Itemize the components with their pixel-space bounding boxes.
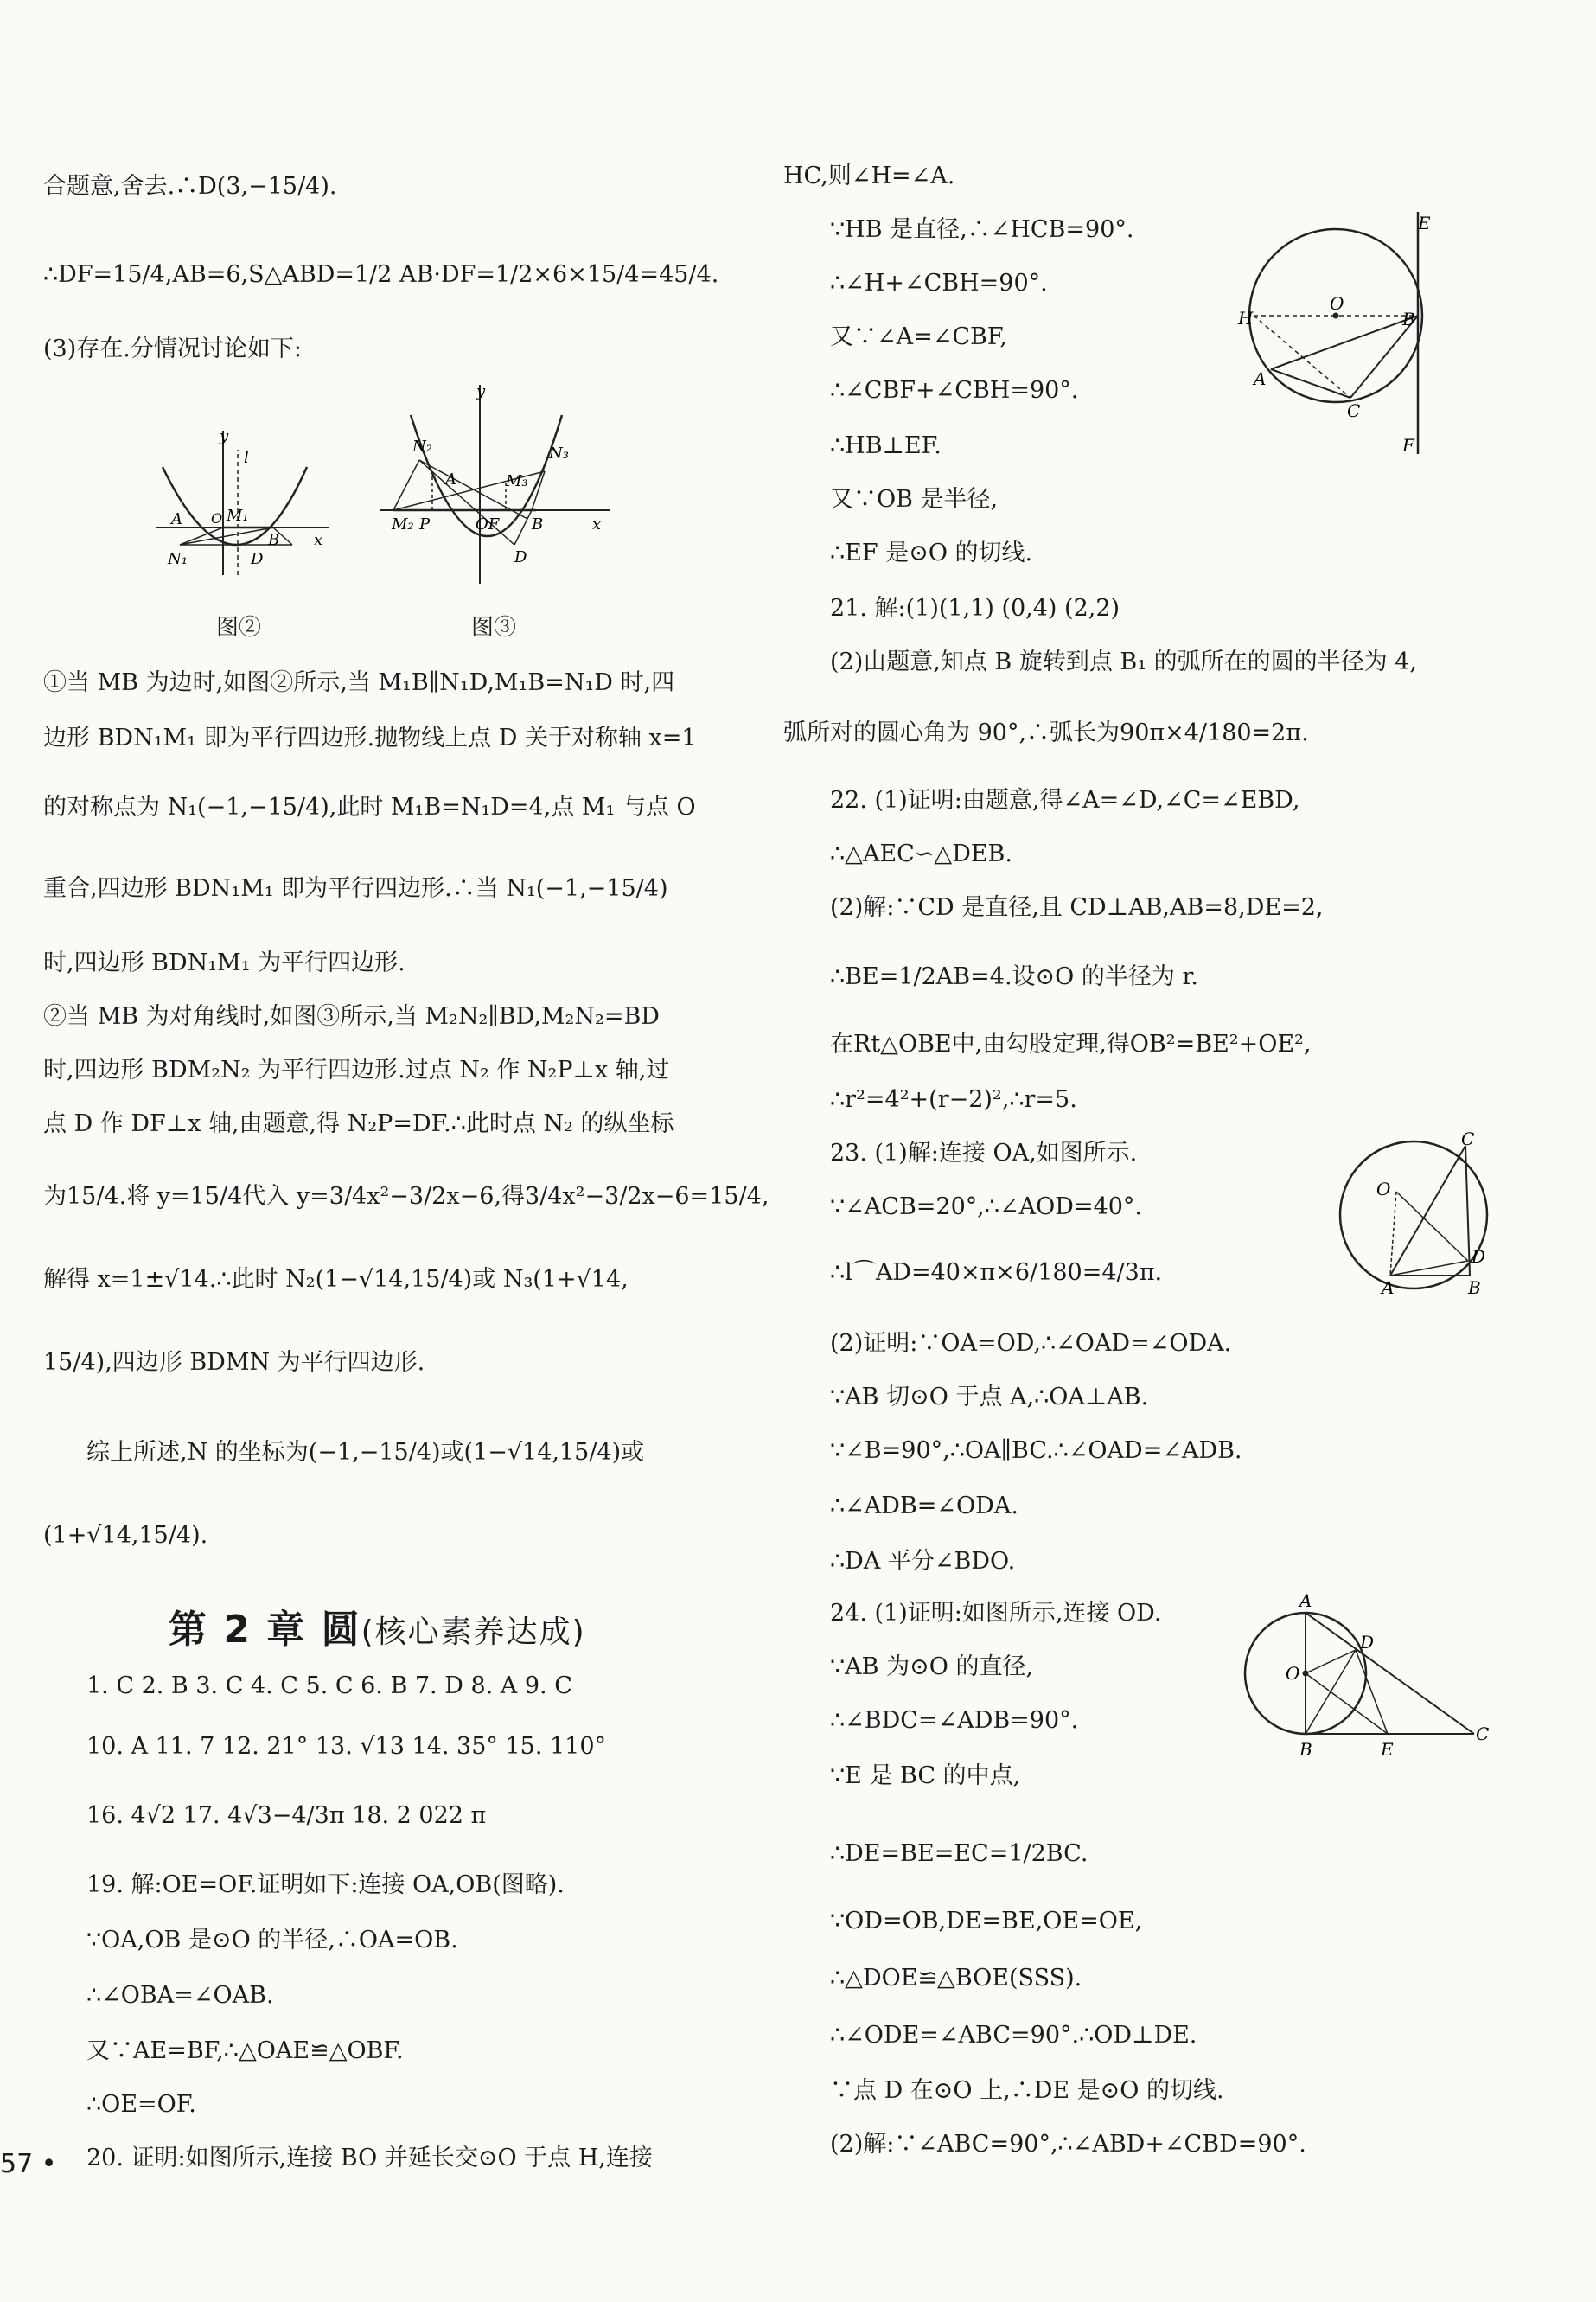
text-line: ∴∠ODE=∠ABC=90°.∴OD⊥DE. — [830, 2022, 1197, 2049]
answers-line: 20. 证明:如图所示,连接 BO 并延长交⊙O 于点 H,连接 — [86, 2145, 653, 2171]
chapter-heading — [169, 1598, 586, 1653]
label: N₂ — [412, 438, 432, 456]
label: O — [211, 510, 223, 527]
text-line: (3)存在.分情况讨论如下: — [43, 336, 302, 362]
answers-line: 又∵AE=BF,∴△OAE≌△OBF. — [86, 2037, 404, 2064]
answers-line: 16. 4√2 17. 4√3−4/3π 18. 2 022 π — [86, 1802, 487, 1829]
text-line: 又∵OB 是半径, — [830, 486, 999, 513]
text-line: ∴HB⊥EF. — [830, 432, 942, 459]
text-line: 24. (1)证明:如图所示,连接 OD. — [830, 1600, 1162, 1627]
text-line: (2)证明:∵OA=OD,∴∠OAD=∠ODA. — [830, 1330, 1232, 1357]
label: H — [1238, 308, 1254, 329]
label: C — [1461, 1129, 1475, 1149]
label: N₃ — [549, 444, 569, 463]
label: D — [1360, 1632, 1375, 1653]
label: A — [445, 470, 456, 489]
answers-line: 19. 解:OE=OF.证明如下:连接 OA,OB(图略). — [86, 1871, 565, 1898]
label: E — [1381, 1739, 1394, 1760]
label: P — [419, 515, 431, 534]
text-line: ∴∠BDC=∠ADB=90°. — [830, 1707, 1079, 1734]
text-line: 在Rt△OBE中,由勾股定理,得OB²=BE²+OE², — [830, 1031, 1312, 1058]
text-line: 22. (1)证明:由题意,得∠A=∠D,∠C=∠EBD, — [830, 787, 1300, 814]
text-line: ∵E 是 BC 的中点, — [830, 1762, 1021, 1789]
text-line: ∴DF=15/4,AB=6,S△ABD=1/2 AB·DF=1/2×6×15/4=45/4. — [43, 261, 719, 288]
text-line: ∴∠H+∠CBH=90°. — [830, 270, 1048, 297]
text-line: 综上所述,N 的坐标为(−1,−15/4)或(1−√14,15/4)或 — [86, 1439, 645, 1466]
figure-3-parabola — [376, 380, 618, 591]
label: N₁ — [168, 550, 188, 568]
label: B — [1468, 1277, 1481, 1298]
answers-line: 1. C 2. B 3. C 4. C 5. C 6. B 7. D 8. A 9. C — [86, 1672, 572, 1699]
text-line: 时,四边形 BDN₁M₁ 为平行四边形. — [43, 950, 405, 976]
label: O — [1286, 1663, 1300, 1684]
text-line: ∴DE=BE=EC=1/2BC. — [830, 1840, 1088, 1867]
text-line: ∴△AEC∽△DEB. — [830, 841, 1012, 867]
label: D — [251, 550, 264, 568]
label: A — [1299, 1590, 1312, 1611]
text-line: 合题意,舍去.∴D(3,−15/4). — [43, 173, 337, 200]
text-line: ∵OD=OB,DE=BE,OE=OE, — [830, 1908, 1143, 1934]
page-number: 57 • — [0, 2149, 57, 2179]
chapter-title: 第 2 章 圆 — [169, 1608, 361, 1652]
text-line: ∵HB 是直径,∴∠HCB=90°. — [830, 216, 1134, 243]
label: D — [1472, 1246, 1486, 1267]
label: A — [1382, 1277, 1395, 1298]
text-line: ∴r²=4²+(r−2)²,∴r=5. — [830, 1086, 1077, 1113]
label: y — [220, 427, 229, 445]
text-line: ∵点 D 在⊙O 上,∴DE 是⊙O 的切线. — [830, 2077, 1224, 2104]
text-line: 23. (1)解:连接 OA,如图所示. — [830, 1140, 1138, 1167]
label: B — [1402, 309, 1415, 329]
label: A — [1254, 368, 1267, 389]
answers-line: ∵OA,OB 是⊙O 的半径,∴OA=OB. — [86, 1927, 458, 1954]
label: M₂ — [392, 515, 414, 534]
label: x — [592, 515, 602, 534]
label: D — [514, 548, 527, 566]
text-line: ∴l⌒AD=40×π×6/180=4/3π. — [830, 1259, 1163, 1286]
label: O — [1376, 1179, 1391, 1199]
label: B — [532, 515, 544, 534]
label: y — [476, 382, 486, 400]
label: l — [244, 449, 249, 467]
text-line: ∴∠ADB=∠ODA. — [830, 1493, 1018, 1519]
figure-3-caption: 图③ — [471, 615, 517, 641]
text-line: HC,则∠H=∠A. — [783, 163, 955, 189]
text-line: 的对称点为 N₁(−1,−15/4),此时 M₁B=N₁D=4,点 M₁ 与点 O — [43, 794, 696, 821]
label: C — [1347, 400, 1361, 421]
figure-2-parabola — [147, 424, 337, 583]
text-line: 边形 BDN₁M₁ 即为平行四边形.抛物线上点 D 关于对称轴 x=1 — [43, 725, 697, 751]
figure-24-circle — [1241, 1591, 1491, 1768]
text-line: 时,四边形 BDM₂N₂ 为平行四边形.过点 N₂ 作 N₂P⊥x 轴,过 — [43, 1057, 670, 1084]
label: A — [171, 510, 182, 528]
chapter-subtitle: (核心素养达成) — [361, 1615, 586, 1650]
label: B — [1299, 1739, 1312, 1760]
text-line: 重合,四边形 BDN₁M₁ 即为平行四边形.∴当 N₁(−1,−15/4) — [43, 875, 668, 902]
text-line: (2)解:∵CD 是直径,且 CD⊥AB,AB=8,DE=2, — [830, 894, 1324, 921]
text-line: 为15/4.将 y=15/4代入 y=3/4x²−3/2x−6,得3/4x²−3/2x−6=15/4, — [43, 1183, 769, 1210]
label: C — [1476, 1723, 1490, 1744]
label: E — [1418, 213, 1431, 233]
answers-line: 10. A 11. 7 12. 21° 13. √13 14. 35° 15. 110° — [86, 1733, 607, 1760]
text-line: 弧所对的圆心角为 90°,∴弧长为90π×4/180=2π. — [783, 719, 1309, 746]
text-line: 解得 x=1±√14.∴此时 N₂(1−√14,15/4)或 N₃(1+√14, — [43, 1266, 629, 1293]
text-line: ∴BE=1/2AB=4.设⊙O 的半径为 r. — [830, 963, 1198, 990]
text-line: ∵∠B=90°,∴OA∥BC.∴∠OAD=∠ADB. — [830, 1437, 1242, 1464]
text-line: ∴∠CBF+∠CBH=90°. — [830, 377, 1079, 404]
answers-line: ∴OE=OF. — [86, 2091, 196, 2118]
answers-line: ∴∠OBA=∠OAB. — [86, 1982, 274, 2009]
text-line: (2)解:∵∠ABC=90°,∴∠ABD+∠CBD=90°. — [830, 2131, 1306, 2158]
text-line: ∴EF 是⊙O 的切线. — [830, 540, 1033, 566]
label: F — [1402, 435, 1414, 456]
text-line: 15/4),四边形 BDMN 为平行四边形. — [43, 1349, 425, 1376]
label: O — [1330, 293, 1344, 314]
figure-2-caption: 图② — [216, 615, 262, 641]
label: M₃ — [506, 472, 528, 490]
text-line: ∴DA 平分∠BDO. — [830, 1548, 1016, 1575]
text-line: 21. 解:(1)(1,1) (0,4) (2,2) — [830, 595, 1120, 622]
figure-23-circle — [1331, 1129, 1504, 1301]
text-line: ∵AB 为⊙O 的直径, — [830, 1653, 1034, 1680]
label: x — [314, 531, 323, 549]
text-line: 又∵∠A=∠CBF, — [830, 323, 1007, 350]
text-line: ∴△DOE≌△BOE(SSS). — [830, 1965, 1082, 1992]
text-line: ①当 MB 为边时,如图②所示,当 M₁B∥N₁D,M₁B=N₁D 时,四 — [43, 669, 675, 696]
label: M₁ — [227, 507, 249, 525]
figure-20-circle-tangent — [1238, 208, 1431, 462]
text-line: ②当 MB 为对角线时,如图③所示,当 M₂N₂∥BD,M₂N₂=BD — [43, 1003, 660, 1030]
text-line: 点 D 作 DF⊥x 轴,由题意,得 N₂P=DF.∴此时点 N₂ 的纵坐标 — [43, 1110, 674, 1137]
text-line: (2)由题意,知点 B 旋转到点 B₁ 的弧所在的圆的半径为 4, — [830, 649, 1418, 675]
label: OF — [476, 515, 500, 534]
text-line: ∵AB 切⊙O 于点 A,∴OA⊥AB. — [830, 1384, 1149, 1410]
text-line: (1+√14,15/4). — [43, 1522, 208, 1549]
text-line: ∵∠ACB=20°,∴∠AOD=40°. — [830, 1193, 1143, 1220]
label: B — [268, 531, 280, 549]
